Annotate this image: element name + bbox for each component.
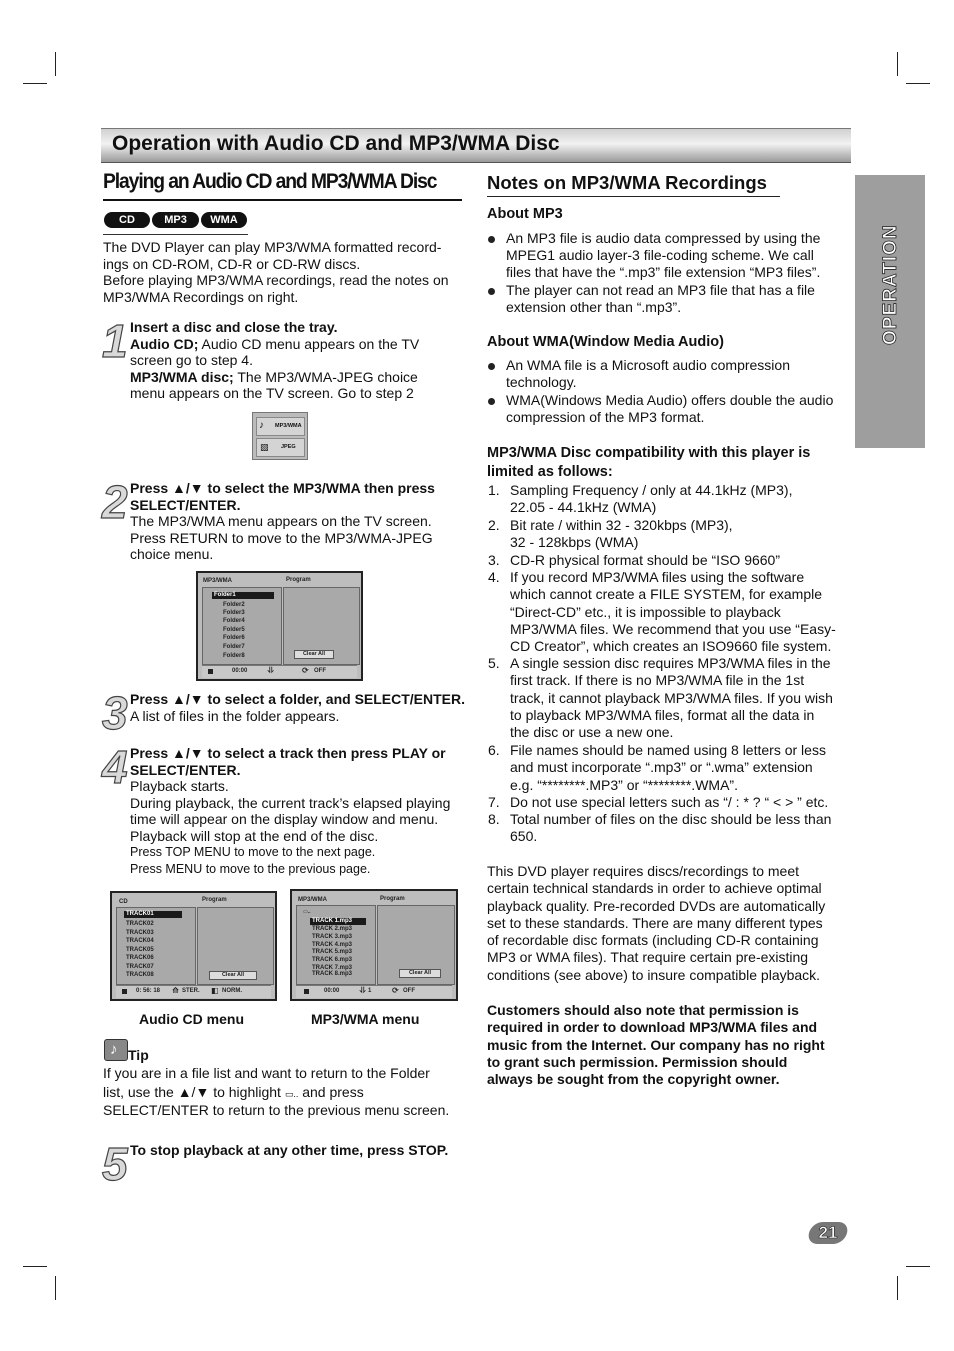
- list-line: File names should be named using 8 letters or less: [510, 742, 826, 758]
- track-item[interactable]: TRACK07: [126, 964, 154, 970]
- about-mp3-title: About MP3: [487, 206, 563, 222]
- list-number: 2.: [488, 517, 500, 533]
- track-item[interactable]: TRACK 3.mp3: [312, 934, 353, 940]
- bullet-line: extension other than “.mp3”.: [506, 299, 682, 315]
- list-line: “Direct-CD” etc., it is impossible to playback: [510, 603, 781, 620]
- step-2-text: choice menu.: [130, 546, 214, 562]
- step-3: [130, 691, 470, 724]
- badge-cd: CD: [104, 212, 150, 228]
- bullet-line: files that have the “.mp3” file extension “MP3 files”.: [506, 264, 821, 280]
- step-1: [130, 319, 470, 402]
- list-line: A single session disc requires MP3/WMA files in the: [510, 655, 831, 671]
- section-title: Operation with Audio CD and MP3/WMA Disc: [112, 132, 560, 155]
- crop-mark: [55, 1276, 56, 1300]
- badge-mp3: MP3: [152, 212, 199, 228]
- folder-up-icon: ▭..: [284, 1088, 299, 1099]
- page-number: 21: [818, 1223, 838, 1242]
- tip-text: [103, 1065, 468, 1119]
- right-heading: Notes on MP3/WMA Recordings: [487, 172, 767, 193]
- mp3-disc-text: menu appears on the TV screen. Go to step 2: [130, 385, 414, 401]
- intro-line: The DVD Player can play MP3/WMA formatted record-: [103, 239, 442, 255]
- compat-item-8: [510, 811, 855, 846]
- tip-line: SELECT/ENTER to return to the previous menu screen.: [103, 1102, 450, 1118]
- shuffle-icon: ⟳: [392, 986, 399, 995]
- screen-title: MP3/WMA: [203, 578, 232, 584]
- track-label: TRACK 1.mp3: [312, 918, 353, 924]
- repeat-count: 1: [368, 988, 372, 994]
- para-line: of recordable disc formats (including CD-R containing: [487, 932, 819, 949]
- step-4-text: Playback will stop at the end of the disc.: [130, 827, 379, 844]
- step-4-title: SELECT/ENTER.: [130, 761, 241, 778]
- stop-icon: [208, 669, 213, 674]
- heading-rule: [103, 199, 462, 201]
- list-line: Total number of files on the disc should be less than: [510, 811, 832, 827]
- list-number: 8.: [488, 811, 500, 827]
- step-3-text: A list of files in the folder appears.: [130, 707, 340, 724]
- list-number: 6.: [488, 742, 500, 758]
- bullet-line: technology.: [506, 374, 577, 390]
- step-4-note: Press TOP MENU to move to the next page.: [130, 845, 376, 859]
- badge-rule: [103, 234, 248, 235]
- para-line: to grant such permission. Permission should: [487, 1053, 788, 1070]
- bullet-line: An MP3 file is audio data compressed by using the: [506, 230, 821, 246]
- audio-cd-text: screen go to step 4.: [130, 352, 253, 368]
- crop-mark: [23, 1266, 47, 1267]
- bullet: [488, 363, 495, 370]
- para-line: music from the Internet. Our company has no right: [487, 1036, 825, 1053]
- compat-item-5: [510, 655, 855, 741]
- sound-icon: ◧: [211, 986, 219, 995]
- folder-item-selected[interactable]: [212, 592, 274, 599]
- screen-status-bar: [116, 985, 271, 998]
- list-number: 1.: [488, 482, 500, 498]
- step-2-text: The MP3/WMA menu appears on the TV screen.: [130, 513, 432, 529]
- play-mode: NORM.: [222, 988, 242, 994]
- list-line: CD Creator”, which creates an ISO9660 file system.: [510, 638, 832, 655]
- track-item[interactable]: TRACK02: [126, 921, 154, 927]
- folder-item[interactable]: Folder5: [223, 627, 245, 633]
- music-note-icon: ♪: [259, 420, 264, 431]
- intro-text: [103, 239, 473, 305]
- step-2-title: Press ▲/▼ to select the MP3/WMA then press: [130, 480, 435, 496]
- step-4: [130, 745, 470, 878]
- screen-status-bar: [296, 985, 452, 998]
- clear-all-button[interactable]: Clear All: [209, 971, 257, 980]
- para-line: required in order to download MP3/WMA files and: [487, 1019, 818, 1036]
- tip-label: Tip: [128, 1047, 149, 1063]
- track-item[interactable]: TRACK 7.mp3: [312, 965, 353, 971]
- list-line: Sampling Frequency / only at 44.1kHz (MP3),: [510, 482, 793, 498]
- tip-icon: [104, 1039, 128, 1061]
- intro-line: ings on CD-ROM, CD-R or CD-RW discs.: [103, 255, 361, 272]
- para-line: This DVD player requires discs/recordings to meet: [487, 863, 800, 879]
- crop-mark: [906, 83, 930, 84]
- compat-title-line: limited as follows:: [487, 464, 613, 480]
- section-title-bar: [101, 128, 851, 163]
- step-number-4: 4: [102, 741, 128, 793]
- repeat-icon: ⥥: [268, 666, 274, 675]
- bullet-line: compression of the MP3 format.: [506, 409, 705, 425]
- copyright-paragraph: [487, 1002, 857, 1088]
- shuffle-icon: ⟳: [302, 666, 309, 675]
- wma-bullet-2: [506, 392, 856, 426]
- list-line: 32 - 128kbps (WMA): [510, 534, 639, 551]
- crop-mark: [906, 1266, 930, 1267]
- step-4-text: Playback starts.: [130, 778, 229, 794]
- list-line: CD-R physical format should be “ISO 9660”: [510, 552, 780, 568]
- track-item[interactable]: TRACK 8.mp3: [312, 971, 353, 977]
- audio-icon: ⟰: [172, 986, 179, 995]
- stop-icon: [122, 989, 127, 994]
- mode-display: OFF: [314, 668, 326, 674]
- audio-cd-label: Audio CD;: [130, 335, 199, 352]
- para-line: playback quality. Pre-recorded DVDs are automatically: [487, 897, 826, 914]
- list-number: 5.: [488, 655, 500, 671]
- crop-mark: [897, 52, 898, 76]
- heading-rule: [487, 196, 780, 197]
- crop-mark: [55, 52, 56, 76]
- intro-line: Before playing MP3/WMA recordings, read the notes on: [103, 272, 449, 288]
- list-line: track, it cannot playback MP3/WMA files. If you wish: [510, 689, 833, 706]
- folder-label: Folder1: [214, 592, 236, 598]
- track-item[interactable]: TRACK08: [126, 972, 154, 978]
- mp3-bullet-2: [506, 282, 856, 316]
- track-item[interactable]: TRACK 4.mp3: [312, 942, 353, 948]
- track-label: TRACK01: [126, 911, 154, 917]
- step-1-title: Insert a disc and close the tray.: [130, 319, 338, 335]
- compat-item-6: [510, 742, 855, 794]
- mp3-bullet-1: [506, 230, 856, 281]
- step-2: [130, 480, 470, 563]
- list-line: 22.05 - 44.1kHz (WMA): [510, 499, 657, 516]
- choice-label: MP3/WMA: [275, 423, 302, 429]
- compat-item-2: [510, 517, 855, 552]
- track-item-selected[interactable]: [310, 918, 366, 925]
- step-number-1: 1: [102, 315, 128, 367]
- list-number: 4.: [488, 569, 500, 585]
- step-3-title: Press ▲/▼ to select a folder, and SELECT/ENTER.: [130, 691, 466, 707]
- side-tab: [855, 175, 925, 448]
- mp3-wma-choice[interactable]: [256, 417, 305, 436]
- stop-icon: [304, 989, 309, 994]
- repeat-icon: ⥥: [360, 986, 366, 995]
- list-line: the disc or use a new one.: [510, 724, 674, 741]
- list-line: Bit rate / within 32 - 320kbps (MP3),: [510, 517, 733, 533]
- folder-item[interactable]: Folder2: [223, 602, 245, 608]
- step-2-text: Press RETURN to move to the MP3/WMA-JPEG: [130, 529, 433, 546]
- step-number-3: 3: [102, 687, 128, 739]
- bullet-line: The player can not read an MP3 file that has a file: [506, 282, 815, 298]
- standards-paragraph: [487, 863, 857, 984]
- bullet-line: WMA(Windows Media Audio) offers double the audio: [506, 392, 834, 408]
- audio-cd-screen: [110, 891, 277, 1001]
- list-line: Do not use special letters such as “/ : * ? “ < > ” etc.: [510, 794, 829, 810]
- para-line: set to these standards. There are many different types: [487, 914, 823, 931]
- step-number-2: 2: [102, 476, 128, 528]
- step-4-note: Press MENU to move to the previous page.: [130, 862, 371, 876]
- track-item[interactable]: TRACK 2.mp3: [312, 926, 353, 932]
- bullet-line: MPEG1 audio layer-3 file-coding scheme. We call: [506, 247, 814, 263]
- step-2-title: SELECT/ENTER.: [130, 496, 241, 513]
- folder-up-icon[interactable]: ▭..: [303, 909, 311, 915]
- mode-display: OFF: [403, 988, 415, 994]
- track-item[interactable]: TRACK03: [126, 930, 154, 936]
- step-4-title: Press ▲/▼ to select a track then press PLAY or: [130, 745, 446, 761]
- mp3-track-screen: [290, 889, 458, 1001]
- bullet-line: An WMA file is a Microsoft audio compression: [506, 357, 790, 373]
- list-line: MP3/WMA files. We recommend that you use “Easy-: [510, 620, 836, 637]
- track-item[interactable]: TRACK 6.mp3: [312, 957, 353, 963]
- crop-mark: [897, 1276, 898, 1300]
- list-line: to playback MP3/WMA files, format all the data in: [510, 706, 815, 723]
- para-line: always be sought from the copyright owner.: [487, 1071, 780, 1088]
- list-line: e.g. “********.MP3” or “********.WMA”.: [510, 776, 738, 793]
- crop-mark: [23, 83, 47, 84]
- mp3-wma-menu-caption: MP3/WMA menu: [311, 1011, 420, 1027]
- jpeg-choice[interactable]: [256, 438, 305, 457]
- list-line: If you record MP3/WMA files using the software: [510, 569, 805, 585]
- compat-item-3: [510, 552, 855, 569]
- track-item-selected[interactable]: [124, 911, 182, 918]
- track-item[interactable]: TRACK 5.mp3: [312, 949, 353, 955]
- side-tab-label: OPERATION: [880, 224, 901, 345]
- para-line: Customers should also note that permission is: [487, 1002, 799, 1018]
- compat-title-line: MP3/WMA Disc compatibility with this player is: [487, 445, 811, 461]
- step-4-text: During playback, the current track’s elapsed playing: [130, 794, 451, 811]
- compat-item-1: [510, 482, 855, 517]
- track-item[interactable]: TRACK06: [126, 955, 154, 961]
- folder-item[interactable]: Folder3: [223, 610, 245, 616]
- list-line: first track. If there is no MP3/WMA file in the 1st: [510, 672, 805, 689]
- bullet: [488, 288, 495, 295]
- tip-line: and press: [302, 1083, 364, 1100]
- track-item[interactable]: TRACK05: [126, 947, 154, 953]
- program-label: Program: [202, 897, 227, 903]
- tip-line: If you are in a file list and want to return to the Folder: [103, 1065, 430, 1081]
- compat-item-7: [510, 794, 855, 811]
- para-line: conditions (see above) to insure compatible playback.: [487, 966, 821, 983]
- track-item[interactable]: TRACK04: [126, 938, 154, 944]
- list-line: which cannot create a FILE SYSTEM, for example: [510, 586, 823, 603]
- screen-title: MP3/WMA: [298, 897, 327, 903]
- intro-line: MP3/WMA Recordings on right.: [103, 288, 299, 305]
- folder-item[interactable]: Folder8: [223, 653, 245, 659]
- tip-icon-glyph: ♪: [110, 1041, 118, 1058]
- step-number-5: 5: [102, 1138, 128, 1190]
- program-label: Program: [380, 896, 405, 902]
- audio-mode: STER.: [182, 988, 200, 994]
- choice-label: JPEG: [281, 444, 296, 450]
- compat-item-4: [510, 569, 855, 655]
- folder-item[interactable]: Folder4: [223, 618, 245, 624]
- compat-title: [487, 444, 857, 482]
- picture-icon: ▧: [260, 442, 269, 452]
- mp3-disc-text: The MP3/WMA-JPEG choice: [233, 368, 418, 385]
- bullet: [488, 398, 495, 405]
- mp3-folder-screen: [196, 571, 363, 681]
- mp3-disc-label: MP3/WMA disc;: [130, 368, 234, 385]
- time-display: 0: 56: 18: [136, 988, 161, 994]
- screen-title: CD: [119, 899, 128, 905]
- folder-item[interactable]: Folder6: [223, 635, 245, 641]
- list-line: 650.: [510, 828, 538, 845]
- list-number: 7.: [488, 794, 500, 810]
- program-label: Program: [286, 577, 311, 583]
- about-wma-title: About WMA(Window Media Audio): [487, 334, 724, 350]
- audio-cd-text: Audio CD menu appears on the TV: [198, 335, 420, 352]
- time-display: 00:00: [324, 988, 340, 994]
- badge-wma: WMA: [201, 212, 247, 228]
- clear-all-button[interactable]: Clear All: [399, 969, 441, 978]
- para-line: certain technical standards in order to achieve optimal: [487, 880, 822, 897]
- screen-status-bar: [202, 665, 357, 678]
- time-display: 00:00: [232, 668, 248, 674]
- list-number: 3.: [488, 552, 500, 568]
- wma-bullet-1: [506, 357, 856, 391]
- left-heading: Playing an Audio CD and MP3/WMA Disc: [103, 170, 437, 193]
- para-line: MP3 or WMA files). That require certain pre-existing: [487, 949, 809, 966]
- tip-line: list, use the ▲/▼ to highlight: [103, 1083, 281, 1100]
- step-4-text: time will appear on the display window and menu.: [130, 811, 439, 827]
- step-5-title: To stop playback at any other time, press STOP.: [130, 1142, 449, 1158]
- bullet: [488, 236, 495, 243]
- clear-all-button[interactable]: Clear All: [294, 650, 334, 659]
- folder-item[interactable]: Folder7: [223, 644, 245, 650]
- audio-cd-menu-caption: Audio CD menu: [139, 1011, 244, 1027]
- mp3-jpeg-choice-menu: [252, 412, 308, 460]
- list-line: and must incorporate “.mp3” or “.wma” extension: [510, 759, 813, 776]
